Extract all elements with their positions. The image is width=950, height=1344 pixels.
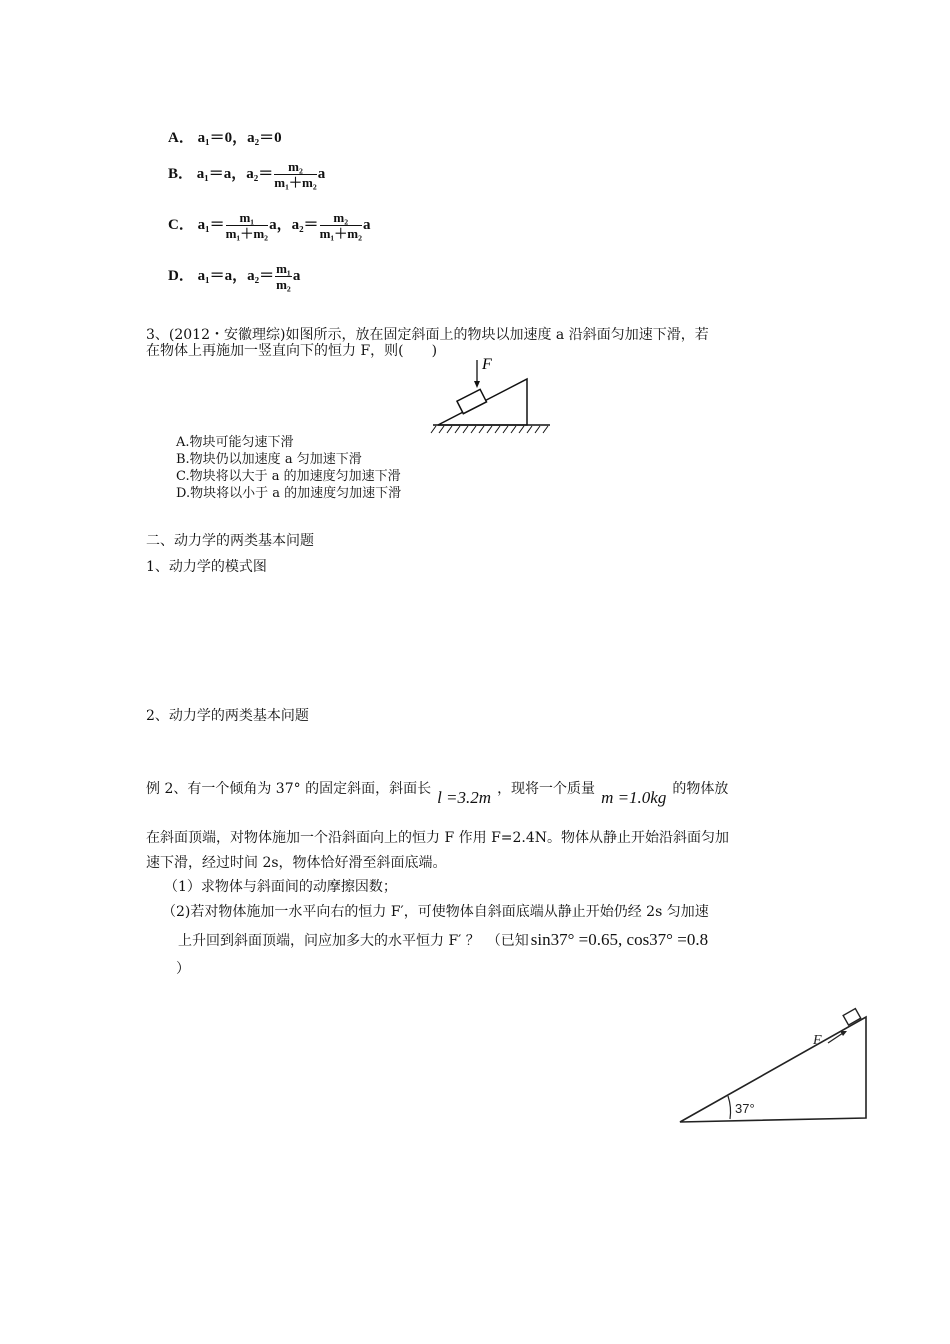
force-label: F: [813, 1033, 822, 1048]
q3-line2: 在物体上再施加一竖直向下的恒力 F，则( ): [146, 343, 438, 359]
option-d-post: a: [292, 267, 301, 284]
numerator: m₂: [320, 211, 362, 226]
numerator: m₁: [226, 211, 268, 226]
example-part1: （1）求物体与斜面间的动摩擦因数；: [164, 879, 397, 895]
option-label: A．: [168, 130, 194, 146]
length-formula: l =3.2m: [437, 788, 492, 807]
option-label: B．: [168, 165, 194, 182]
option-c: [168, 211, 371, 240]
example-line2: 在斜面顶端，对物体施加一个沿斜面向上的恒力 F 作用 F=2.4N。物体从静止开始沿斜面匀加: [146, 830, 730, 846]
denominator: m₁＋m₂: [274, 175, 317, 190]
option-d-pre: a₁＝a，a₂＝: [197, 267, 275, 284]
block: [457, 389, 487, 413]
block: [843, 1009, 861, 1025]
option-c-mid: a，a₂＝: [269, 216, 319, 233]
example-line3: 速下滑，经过时间 2s，物体恰好滑至斜面底端。: [146, 855, 447, 871]
angle-arc: [728, 1096, 731, 1119]
q3-line1: 3、(2012・安徽理综)如图所示，放在固定斜面上的物块以加速度 a 沿斜面匀加速下滑，若: [146, 327, 709, 343]
denominator: m₂: [276, 277, 291, 292]
option-b: [168, 160, 325, 189]
option-label: D．: [168, 267, 194, 284]
option-b-pre: a₁＝a，a₂＝: [196, 165, 274, 182]
trig-values: sin37° =0.65, cos37° =0.8: [530, 930, 709, 949]
example-part2-line1: （2)若对物体施加一水平向右的恒力 F′，可使物体自斜面底端从静止开始仍经 2s 匀加速: [162, 904, 709, 920]
option-d: [168, 262, 300, 291]
subsection-2: 2、动力学的两类基本问题: [146, 708, 309, 724]
denominator: m₁＋m₂: [225, 226, 269, 241]
q3-option-d: D.物块将以小于 a 的加速度匀加速下滑: [176, 486, 402, 501]
fraction: [226, 211, 268, 240]
numerator: m₁: [276, 261, 291, 276]
subsection-1: 1、动力学的模式图: [146, 559, 267, 575]
option-a: [168, 126, 282, 147]
option-c-post: a: [363, 216, 371, 233]
force-arrowhead: [474, 381, 480, 388]
example-part2-line3: ）: [176, 961, 190, 977]
mass-formula: m =1.0kg: [601, 788, 667, 807]
option-c-pre: a₁＝: [197, 216, 225, 233]
fraction: [275, 262, 292, 291]
denominator: m₁＋m₂: [319, 226, 363, 241]
q3-options: [176, 434, 401, 502]
fraction: [320, 211, 362, 240]
section-heading: 二、动力学的两类基本问题: [146, 533, 314, 549]
option-b-post: a: [317, 165, 326, 182]
option-a-text: a₁＝0，a₂＝0: [197, 130, 282, 146]
ground-hatch: [431, 426, 548, 433]
incline-figure-q3: [428, 354, 554, 438]
force-arrowhead: [840, 1031, 847, 1036]
fraction: [274, 160, 316, 189]
example-line1: [146, 778, 729, 807]
example-part2-line2: [178, 930, 708, 950]
force-label: F: [482, 356, 492, 373]
incline-triangle: [680, 1017, 866, 1122]
example-text: ，现将一个质量: [497, 781, 596, 797]
example-text: 上升回到斜面顶端，问应加多大的水平恒力 F′ ？ （已知: [178, 933, 529, 949]
numerator: m₂: [274, 160, 316, 175]
option-label: C．: [168, 216, 194, 233]
example-text: 例 2、有一个倾角为 37° 的固定斜面，斜面长: [146, 781, 432, 797]
q3-option-a: A.物块可能匀速下滑: [176, 435, 294, 450]
q3-option-b: B.物块仍以加速度 a 匀加速下滑: [176, 452, 362, 467]
incline-figure-example: [660, 1000, 880, 1132]
angle-label: 37°: [735, 1101, 755, 1116]
q3-option-c: C.物块将以大于 a 的加速度匀加速下滑: [176, 469, 401, 484]
example-text: 的物体放: [672, 781, 729, 797]
